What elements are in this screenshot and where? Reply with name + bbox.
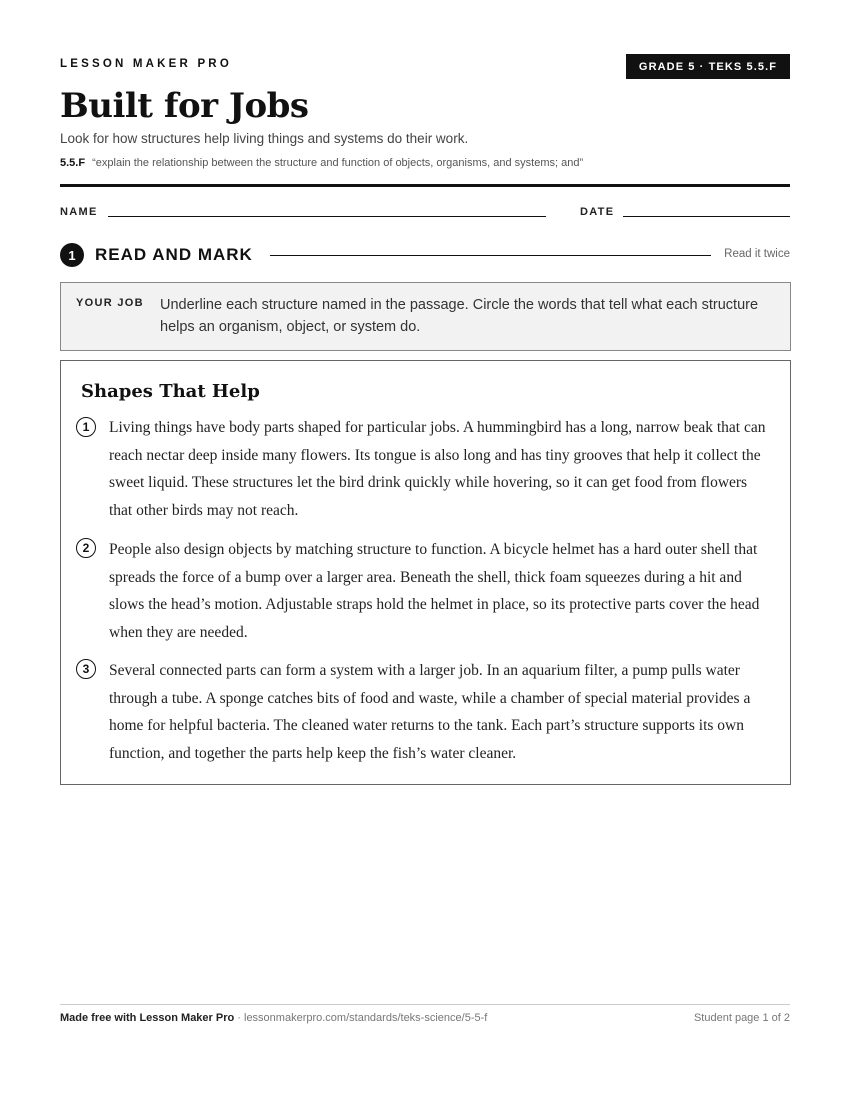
footer-divider (60, 1004, 790, 1005)
instructions-label: YOUR JOB (76, 297, 144, 309)
section-divider (270, 255, 711, 256)
name-label: NAME (60, 206, 98, 218)
name-field[interactable] (108, 216, 546, 217)
footer-credit (60, 1012, 487, 1024)
standard-line (60, 157, 583, 169)
paragraph-2: People also design objects by matching structure to function. A bicycle helmet has a hard outer shell that spreads the force of a bump over a larger area. Beneath the shell, thick foam squeezes during a hit and slows the head’s motion. Adjustable straps hold the helmet in place, so its protective parts cover the head when they are needed. (109, 541, 760, 641)
date-field[interactable] (623, 216, 790, 217)
instructions-box (60, 282, 791, 351)
section-number: 1 (60, 243, 84, 267)
header-divider (60, 184, 790, 187)
instructions-text: Underline each structure named in the passage. Circle the words that tell what each structure helps an organism, object, or system do. (160, 297, 759, 335)
footer-url[interactable]: · lessonmakerpro.com/standards/teks-science/5-5-f (234, 1012, 488, 1024)
paragraph-1: Living things have body parts shaped for particular jobs. A hummingbird has a long, narrow beak that can reach nectar deep inside many flowers. Its tongue is also long and has tiny grooves that help it collect the sweet liquid. These structures let the bird drink quickly while hovering, so it can get food from flowers that other birds may not reach. (109, 419, 766, 519)
section-note: Read it twice (724, 248, 790, 260)
standard-code: 5.5.F (60, 157, 86, 169)
brand-name: LESSON MAKER PRO (60, 58, 232, 70)
paragraph-number-3: 3 (76, 659, 96, 679)
footer-page-number: Student page 1 of 2 (693, 1012, 790, 1024)
grade-badge: GRADE 5 · TEKS 5.5.F (626, 54, 790, 79)
paragraph-3: Several connected parts can form a system with a larger job. In an aquarium filter, a pump pulls water through a tube. A sponge catches bits of food and waste, while a chamber of special material provides a home for helpful bacteria. The cleaned water returns to the tank. Each part’s structure supports its own function, and together the parts help keep the fish’s water cleaner. (109, 662, 751, 762)
section-title: READ AND MARK (95, 245, 253, 264)
passage-title: Shapes That Help (81, 381, 260, 402)
footer-made-by: Made free with Lesson Maker Pro (60, 1012, 235, 1024)
page-title: Built for Jobs (60, 86, 309, 126)
paragraph-number-2: 2 (76, 538, 96, 558)
date-label: DATE (580, 206, 615, 218)
page-subtitle: Look for how structures help living things and systems do their work. (60, 131, 469, 146)
paragraph-number-1: 1 (76, 417, 96, 437)
reading-passage (60, 360, 791, 785)
standard-text: “explain the relationship between the structure and function of objects, organisms, and systems; and” (92, 157, 584, 169)
